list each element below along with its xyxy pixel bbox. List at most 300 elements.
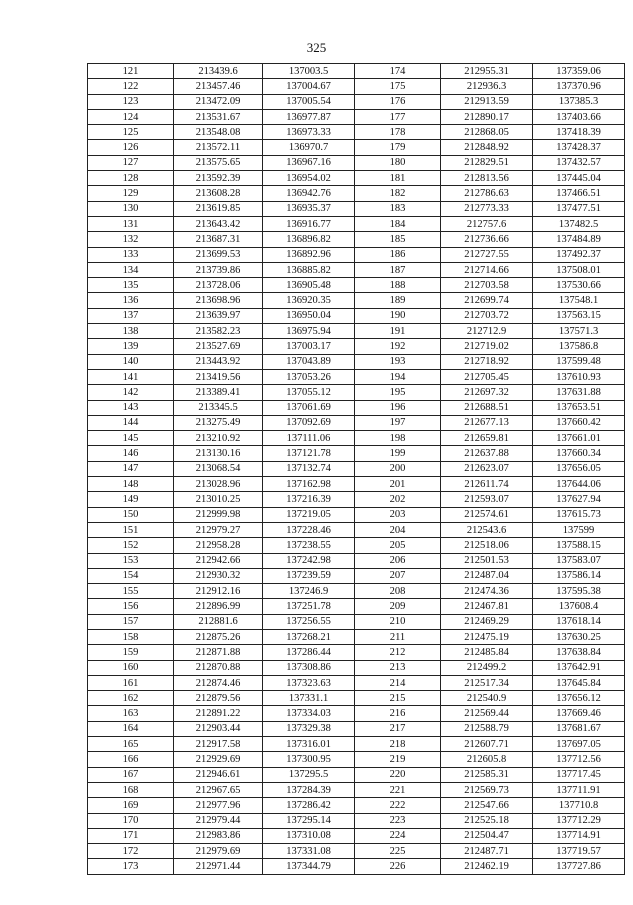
point-number-cell: 142 bbox=[88, 385, 174, 400]
point-number-cell: 152 bbox=[88, 538, 174, 553]
point-number-cell: 159 bbox=[88, 645, 174, 660]
table-row bbox=[88, 614, 625, 629]
x-coordinate-cell: 212875.26 bbox=[174, 629, 263, 644]
y-coordinate-cell: 137563.15 bbox=[533, 308, 625, 323]
y-coordinate-cell: 137599.48 bbox=[533, 354, 625, 369]
y-coordinate-cell: 137571.3 bbox=[533, 324, 625, 339]
point-number-cell: 216 bbox=[355, 706, 441, 721]
y-coordinate-cell: 137466.51 bbox=[533, 186, 625, 201]
y-coordinate-cell: 137162.98 bbox=[263, 477, 355, 492]
table-row bbox=[88, 599, 625, 614]
table-row bbox=[88, 844, 625, 859]
x-coordinate-cell: 213443.92 bbox=[174, 354, 263, 369]
table-row bbox=[88, 171, 625, 186]
x-coordinate-cell: 212786.63 bbox=[441, 186, 533, 201]
table-row bbox=[88, 125, 625, 140]
table-row bbox=[88, 767, 625, 782]
point-number-cell: 136 bbox=[88, 293, 174, 308]
point-number-cell: 133 bbox=[88, 247, 174, 262]
x-coordinate-cell: 213572.11 bbox=[174, 140, 263, 155]
y-coordinate-cell: 137385.3 bbox=[533, 94, 625, 109]
x-coordinate-cell: 212903.44 bbox=[174, 721, 263, 736]
point-number-cell: 137 bbox=[88, 308, 174, 323]
point-number-cell: 165 bbox=[88, 737, 174, 752]
table-row bbox=[88, 752, 625, 767]
point-number-cell: 208 bbox=[355, 584, 441, 599]
table-row bbox=[88, 186, 625, 201]
y-coordinate-cell: 136896.82 bbox=[263, 232, 355, 247]
point-number-cell: 130 bbox=[88, 201, 174, 216]
point-number-cell: 182 bbox=[355, 186, 441, 201]
y-coordinate-cell: 136970.7 bbox=[263, 140, 355, 155]
y-coordinate-cell: 137630.25 bbox=[533, 629, 625, 644]
x-coordinate-cell: 212929.69 bbox=[174, 752, 263, 767]
point-number-cell: 139 bbox=[88, 339, 174, 354]
point-number-cell: 197 bbox=[355, 415, 441, 430]
table-row bbox=[88, 324, 625, 339]
y-coordinate-cell: 137727.86 bbox=[533, 859, 625, 874]
point-number-cell: 204 bbox=[355, 522, 441, 537]
x-coordinate-cell: 213419.56 bbox=[174, 369, 263, 384]
table-row bbox=[88, 247, 625, 262]
y-coordinate-cell: 137310.08 bbox=[263, 828, 355, 843]
point-number-cell: 135 bbox=[88, 278, 174, 293]
point-number-cell: 157 bbox=[88, 614, 174, 629]
table-row bbox=[88, 645, 625, 660]
y-coordinate-cell: 137660.42 bbox=[533, 415, 625, 430]
x-coordinate-cell: 212979.27 bbox=[174, 522, 263, 537]
point-number-cell: 181 bbox=[355, 171, 441, 186]
x-coordinate-cell: 212703.72 bbox=[441, 308, 533, 323]
x-coordinate-cell: 213457.46 bbox=[174, 79, 263, 94]
x-coordinate-cell: 212979.69 bbox=[174, 844, 263, 859]
point-number-cell: 174 bbox=[355, 64, 441, 79]
x-coordinate-cell: 212462.19 bbox=[441, 859, 533, 874]
coordinates-table bbox=[87, 63, 625, 875]
point-number-cell: 163 bbox=[88, 706, 174, 721]
x-coordinate-cell: 212890.17 bbox=[441, 109, 533, 124]
y-coordinate-cell: 137329.38 bbox=[263, 721, 355, 736]
point-number-cell: 195 bbox=[355, 385, 441, 400]
y-coordinate-cell: 137316.01 bbox=[263, 737, 355, 752]
table-row bbox=[88, 660, 625, 675]
y-coordinate-cell: 137268.21 bbox=[263, 629, 355, 644]
x-coordinate-cell: 212623.07 bbox=[441, 461, 533, 476]
y-coordinate-cell: 137256.55 bbox=[263, 614, 355, 629]
point-number-cell: 223 bbox=[355, 813, 441, 828]
y-coordinate-cell: 137300.95 bbox=[263, 752, 355, 767]
point-number-cell: 145 bbox=[88, 431, 174, 446]
x-coordinate-cell: 213527.69 bbox=[174, 339, 263, 354]
point-number-cell: 140 bbox=[88, 354, 174, 369]
y-coordinate-cell: 137370.96 bbox=[533, 79, 625, 94]
point-number-cell: 156 bbox=[88, 599, 174, 614]
x-coordinate-cell: 212942.66 bbox=[174, 553, 263, 568]
x-coordinate-cell: 212699.74 bbox=[441, 293, 533, 308]
x-coordinate-cell: 212917.58 bbox=[174, 737, 263, 752]
point-number-cell: 183 bbox=[355, 201, 441, 216]
x-coordinate-cell: 212999.98 bbox=[174, 507, 263, 522]
point-number-cell: 220 bbox=[355, 767, 441, 782]
y-coordinate-cell: 137661.01 bbox=[533, 431, 625, 446]
table-row bbox=[88, 262, 625, 277]
point-number-cell: 153 bbox=[88, 553, 174, 568]
y-coordinate-cell: 137697.05 bbox=[533, 737, 625, 752]
x-coordinate-cell: 212677.13 bbox=[441, 415, 533, 430]
x-coordinate-cell: 212983.86 bbox=[174, 828, 263, 843]
point-number-cell: 205 bbox=[355, 538, 441, 553]
point-number-cell: 143 bbox=[88, 400, 174, 415]
x-coordinate-cell: 212971.44 bbox=[174, 859, 263, 874]
y-coordinate-cell: 137719.57 bbox=[533, 844, 625, 859]
y-coordinate-cell: 137092.69 bbox=[263, 415, 355, 430]
x-coordinate-cell: 212475.19 bbox=[441, 629, 533, 644]
point-number-cell: 177 bbox=[355, 109, 441, 124]
x-coordinate-cell: 212703.58 bbox=[441, 278, 533, 293]
y-coordinate-cell: 137644.06 bbox=[533, 477, 625, 492]
table-row bbox=[88, 278, 625, 293]
x-coordinate-cell: 212543.6 bbox=[441, 522, 533, 537]
point-number-cell: 173 bbox=[88, 859, 174, 874]
point-number-cell: 123 bbox=[88, 94, 174, 109]
point-number-cell: 212 bbox=[355, 645, 441, 660]
x-coordinate-cell: 213699.53 bbox=[174, 247, 263, 262]
point-number-cell: 164 bbox=[88, 721, 174, 736]
point-number-cell: 185 bbox=[355, 232, 441, 247]
x-coordinate-cell: 212585.31 bbox=[441, 767, 533, 782]
point-number-cell: 206 bbox=[355, 553, 441, 568]
point-number-cell: 225 bbox=[355, 844, 441, 859]
x-coordinate-cell: 212588.79 bbox=[441, 721, 533, 736]
point-number-cell: 148 bbox=[88, 477, 174, 492]
y-coordinate-cell: 137053.26 bbox=[263, 369, 355, 384]
y-coordinate-cell: 137660.34 bbox=[533, 446, 625, 461]
point-number-cell: 121 bbox=[88, 64, 174, 79]
point-number-cell: 179 bbox=[355, 140, 441, 155]
point-number-cell: 200 bbox=[355, 461, 441, 476]
y-coordinate-cell: 137004.67 bbox=[263, 79, 355, 94]
x-coordinate-cell: 213643.42 bbox=[174, 216, 263, 231]
table-row bbox=[88, 584, 625, 599]
y-coordinate-cell: 137508.01 bbox=[533, 262, 625, 277]
y-coordinate-cell: 137615.73 bbox=[533, 507, 625, 522]
x-coordinate-cell: 212540.9 bbox=[441, 691, 533, 706]
point-number-cell: 167 bbox=[88, 767, 174, 782]
x-coordinate-cell: 212813.56 bbox=[441, 171, 533, 186]
point-number-cell: 128 bbox=[88, 171, 174, 186]
table-row bbox=[88, 706, 625, 721]
y-coordinate-cell: 137712.29 bbox=[533, 813, 625, 828]
point-number-cell: 193 bbox=[355, 354, 441, 369]
y-coordinate-cell: 136920.35 bbox=[263, 293, 355, 308]
y-coordinate-cell: 137308.86 bbox=[263, 660, 355, 675]
table-row bbox=[88, 721, 625, 736]
point-number-cell: 186 bbox=[355, 247, 441, 262]
table-row bbox=[88, 415, 625, 430]
y-coordinate-cell: 137242.98 bbox=[263, 553, 355, 568]
table-row bbox=[88, 691, 625, 706]
y-coordinate-cell: 137599 bbox=[533, 522, 625, 537]
y-coordinate-cell: 137530.66 bbox=[533, 278, 625, 293]
x-coordinate-cell: 213439.6 bbox=[174, 64, 263, 79]
point-number-cell: 192 bbox=[355, 339, 441, 354]
point-number-cell: 151 bbox=[88, 522, 174, 537]
x-coordinate-cell: 212946.61 bbox=[174, 767, 263, 782]
y-coordinate-cell: 137627.94 bbox=[533, 492, 625, 507]
table-row bbox=[88, 461, 625, 476]
point-number-cell: 202 bbox=[355, 492, 441, 507]
point-number-cell: 190 bbox=[355, 308, 441, 323]
point-number-cell: 207 bbox=[355, 568, 441, 583]
x-coordinate-cell: 213028.96 bbox=[174, 477, 263, 492]
point-number-cell: 176 bbox=[355, 94, 441, 109]
y-coordinate-cell: 137681.67 bbox=[533, 721, 625, 736]
x-coordinate-cell: 212958.28 bbox=[174, 538, 263, 553]
y-coordinate-cell: 136942.76 bbox=[263, 186, 355, 201]
x-coordinate-cell: 213619.85 bbox=[174, 201, 263, 216]
x-coordinate-cell: 213592.39 bbox=[174, 171, 263, 186]
y-coordinate-cell: 137228.46 bbox=[263, 522, 355, 537]
table-row bbox=[88, 79, 625, 94]
x-coordinate-cell: 213728.06 bbox=[174, 278, 263, 293]
x-coordinate-cell: 212547.66 bbox=[441, 798, 533, 813]
x-coordinate-cell: 212719.02 bbox=[441, 339, 533, 354]
point-number-cell: 169 bbox=[88, 798, 174, 813]
table-row bbox=[88, 308, 625, 323]
point-number-cell: 125 bbox=[88, 125, 174, 140]
y-coordinate-cell: 137111.06 bbox=[263, 431, 355, 446]
table-row bbox=[88, 431, 625, 446]
x-coordinate-cell: 212930.32 bbox=[174, 568, 263, 583]
y-coordinate-cell: 137642.91 bbox=[533, 660, 625, 675]
point-number-cell: 170 bbox=[88, 813, 174, 828]
x-coordinate-cell: 213130.16 bbox=[174, 446, 263, 461]
point-number-cell: 168 bbox=[88, 782, 174, 797]
x-coordinate-cell: 212605.8 bbox=[441, 752, 533, 767]
point-number-cell: 124 bbox=[88, 109, 174, 124]
x-coordinate-cell: 212607.71 bbox=[441, 737, 533, 752]
y-coordinate-cell: 137238.55 bbox=[263, 538, 355, 553]
y-coordinate-cell: 137484.89 bbox=[533, 232, 625, 247]
y-coordinate-cell: 137295.14 bbox=[263, 813, 355, 828]
x-coordinate-cell: 212727.55 bbox=[441, 247, 533, 262]
x-coordinate-cell: 212504.47 bbox=[441, 828, 533, 843]
y-coordinate-cell: 137492.37 bbox=[533, 247, 625, 262]
table-row bbox=[88, 859, 625, 874]
y-coordinate-cell: 137482.5 bbox=[533, 216, 625, 231]
y-coordinate-cell: 137132.74 bbox=[263, 461, 355, 476]
x-coordinate-cell: 212955.31 bbox=[441, 64, 533, 79]
point-number-cell: 126 bbox=[88, 140, 174, 155]
point-number-cell: 150 bbox=[88, 507, 174, 522]
point-number-cell: 172 bbox=[88, 844, 174, 859]
y-coordinate-cell: 137239.59 bbox=[263, 568, 355, 583]
point-number-cell: 187 bbox=[355, 262, 441, 277]
y-coordinate-cell: 137286.42 bbox=[263, 798, 355, 813]
y-coordinate-cell: 137219.05 bbox=[263, 507, 355, 522]
y-coordinate-cell: 136905.48 bbox=[263, 278, 355, 293]
x-coordinate-cell: 212659.81 bbox=[441, 431, 533, 446]
point-number-cell: 154 bbox=[88, 568, 174, 583]
y-coordinate-cell: 137710.8 bbox=[533, 798, 625, 813]
point-number-cell: 214 bbox=[355, 675, 441, 690]
x-coordinate-cell: 212936.3 bbox=[441, 79, 533, 94]
point-number-cell: 127 bbox=[88, 155, 174, 170]
y-coordinate-cell: 137323.63 bbox=[263, 675, 355, 690]
y-coordinate-cell: 137717.45 bbox=[533, 767, 625, 782]
y-coordinate-cell: 137712.56 bbox=[533, 752, 625, 767]
y-coordinate-cell: 136916.77 bbox=[263, 216, 355, 231]
x-coordinate-cell: 212979.44 bbox=[174, 813, 263, 828]
x-coordinate-cell: 212697.32 bbox=[441, 385, 533, 400]
point-number-cell: 211 bbox=[355, 629, 441, 644]
point-number-cell: 189 bbox=[355, 293, 441, 308]
table-row bbox=[88, 782, 625, 797]
y-coordinate-cell: 136954.02 bbox=[263, 171, 355, 186]
point-number-cell: 138 bbox=[88, 324, 174, 339]
page-number: 325 bbox=[306, 40, 327, 55]
y-coordinate-cell: 137586.14 bbox=[533, 568, 625, 583]
table-row bbox=[88, 568, 625, 583]
point-number-cell: 160 bbox=[88, 660, 174, 675]
y-coordinate-cell: 137359.06 bbox=[533, 64, 625, 79]
x-coordinate-cell: 212870.88 bbox=[174, 660, 263, 675]
x-coordinate-cell: 212517.34 bbox=[441, 675, 533, 690]
x-coordinate-cell: 212829.51 bbox=[441, 155, 533, 170]
y-coordinate-cell: 136892.96 bbox=[263, 247, 355, 262]
y-coordinate-cell: 137588.15 bbox=[533, 538, 625, 553]
coordinates-table-body bbox=[88, 64, 625, 875]
x-coordinate-cell: 212967.65 bbox=[174, 782, 263, 797]
x-coordinate-cell: 212757.6 bbox=[441, 216, 533, 231]
y-coordinate-cell: 137618.14 bbox=[533, 614, 625, 629]
point-number-cell: 188 bbox=[355, 278, 441, 293]
x-coordinate-cell: 212485.84 bbox=[441, 645, 533, 660]
table-row bbox=[88, 400, 625, 415]
point-number-cell: 131 bbox=[88, 216, 174, 231]
point-number-cell: 201 bbox=[355, 477, 441, 492]
y-coordinate-cell: 137403.66 bbox=[533, 109, 625, 124]
table-row bbox=[88, 140, 625, 155]
y-coordinate-cell: 137610.93 bbox=[533, 369, 625, 384]
x-coordinate-cell: 213575.65 bbox=[174, 155, 263, 170]
y-coordinate-cell: 137003.5 bbox=[263, 64, 355, 79]
point-number-cell: 134 bbox=[88, 262, 174, 277]
y-coordinate-cell: 137656.12 bbox=[533, 691, 625, 706]
y-coordinate-cell: 137445.04 bbox=[533, 171, 625, 186]
y-coordinate-cell: 136975.94 bbox=[263, 324, 355, 339]
x-coordinate-cell: 212469.29 bbox=[441, 614, 533, 629]
y-coordinate-cell: 137334.03 bbox=[263, 706, 355, 721]
x-coordinate-cell: 212848.92 bbox=[441, 140, 533, 155]
y-coordinate-cell: 137284.39 bbox=[263, 782, 355, 797]
table-row bbox=[88, 369, 625, 384]
y-coordinate-cell: 136977.87 bbox=[263, 109, 355, 124]
table-row bbox=[88, 507, 625, 522]
point-number-cell: 191 bbox=[355, 324, 441, 339]
point-number-cell: 180 bbox=[355, 155, 441, 170]
point-number-cell: 175 bbox=[355, 79, 441, 94]
point-number-cell: 162 bbox=[88, 691, 174, 706]
x-coordinate-cell: 213068.54 bbox=[174, 461, 263, 476]
x-coordinate-cell: 212977.96 bbox=[174, 798, 263, 813]
y-coordinate-cell: 137714.91 bbox=[533, 828, 625, 843]
x-coordinate-cell: 212874.46 bbox=[174, 675, 263, 690]
table-row bbox=[88, 813, 625, 828]
x-coordinate-cell: 212712.9 bbox=[441, 324, 533, 339]
point-number-cell: 171 bbox=[88, 828, 174, 843]
point-number-cell: 161 bbox=[88, 675, 174, 690]
table-row bbox=[88, 477, 625, 492]
table-row bbox=[88, 737, 625, 752]
y-coordinate-cell: 136935.37 bbox=[263, 201, 355, 216]
x-coordinate-cell: 212637.88 bbox=[441, 446, 533, 461]
x-coordinate-cell: 213608.28 bbox=[174, 186, 263, 201]
x-coordinate-cell: 213739.86 bbox=[174, 262, 263, 277]
table-row bbox=[88, 293, 625, 308]
table-row bbox=[88, 798, 625, 813]
y-coordinate-cell: 136885.82 bbox=[263, 262, 355, 277]
point-number-cell: 222 bbox=[355, 798, 441, 813]
x-coordinate-cell: 212501.53 bbox=[441, 553, 533, 568]
y-coordinate-cell: 137005.54 bbox=[263, 94, 355, 109]
point-number-cell: 196 bbox=[355, 400, 441, 415]
x-coordinate-cell: 212525.18 bbox=[441, 813, 533, 828]
x-coordinate-cell: 212714.66 bbox=[441, 262, 533, 277]
x-coordinate-cell: 212891.22 bbox=[174, 706, 263, 721]
y-coordinate-cell: 137295.5 bbox=[263, 767, 355, 782]
point-number-cell: 149 bbox=[88, 492, 174, 507]
y-coordinate-cell: 137418.39 bbox=[533, 125, 625, 140]
x-coordinate-cell: 212569.73 bbox=[441, 782, 533, 797]
point-number-cell: 221 bbox=[355, 782, 441, 797]
y-coordinate-cell: 136967.16 bbox=[263, 155, 355, 170]
y-coordinate-cell: 137477.51 bbox=[533, 201, 625, 216]
y-coordinate-cell: 137669.46 bbox=[533, 706, 625, 721]
point-number-cell: 218 bbox=[355, 737, 441, 752]
x-coordinate-cell: 213548.08 bbox=[174, 125, 263, 140]
x-coordinate-cell: 213275.49 bbox=[174, 415, 263, 430]
point-number-cell: 209 bbox=[355, 599, 441, 614]
y-coordinate-cell: 137432.57 bbox=[533, 155, 625, 170]
x-coordinate-cell: 213698.96 bbox=[174, 293, 263, 308]
point-number-cell: 144 bbox=[88, 415, 174, 430]
table-row bbox=[88, 675, 625, 690]
table-row bbox=[88, 446, 625, 461]
x-coordinate-cell: 212705.45 bbox=[441, 369, 533, 384]
x-coordinate-cell: 212773.33 bbox=[441, 201, 533, 216]
y-coordinate-cell: 137216.39 bbox=[263, 492, 355, 507]
x-coordinate-cell: 213345.5 bbox=[174, 400, 263, 415]
y-coordinate-cell: 137595.38 bbox=[533, 584, 625, 599]
point-number-cell: 224 bbox=[355, 828, 441, 843]
y-coordinate-cell: 137583.07 bbox=[533, 553, 625, 568]
y-coordinate-cell: 137548.1 bbox=[533, 293, 625, 308]
x-coordinate-cell: 213639.97 bbox=[174, 308, 263, 323]
y-coordinate-cell: 137608.4 bbox=[533, 599, 625, 614]
table-row bbox=[88, 64, 625, 79]
point-number-cell: 213 bbox=[355, 660, 441, 675]
point-number-cell: 199 bbox=[355, 446, 441, 461]
x-coordinate-cell: 213582.23 bbox=[174, 324, 263, 339]
point-number-cell: 194 bbox=[355, 369, 441, 384]
y-coordinate-cell: 137043.89 bbox=[263, 354, 355, 369]
table-row bbox=[88, 109, 625, 124]
point-number-cell: 158 bbox=[88, 629, 174, 644]
point-number-cell: 129 bbox=[88, 186, 174, 201]
table-row bbox=[88, 155, 625, 170]
x-coordinate-cell: 212718.92 bbox=[441, 354, 533, 369]
